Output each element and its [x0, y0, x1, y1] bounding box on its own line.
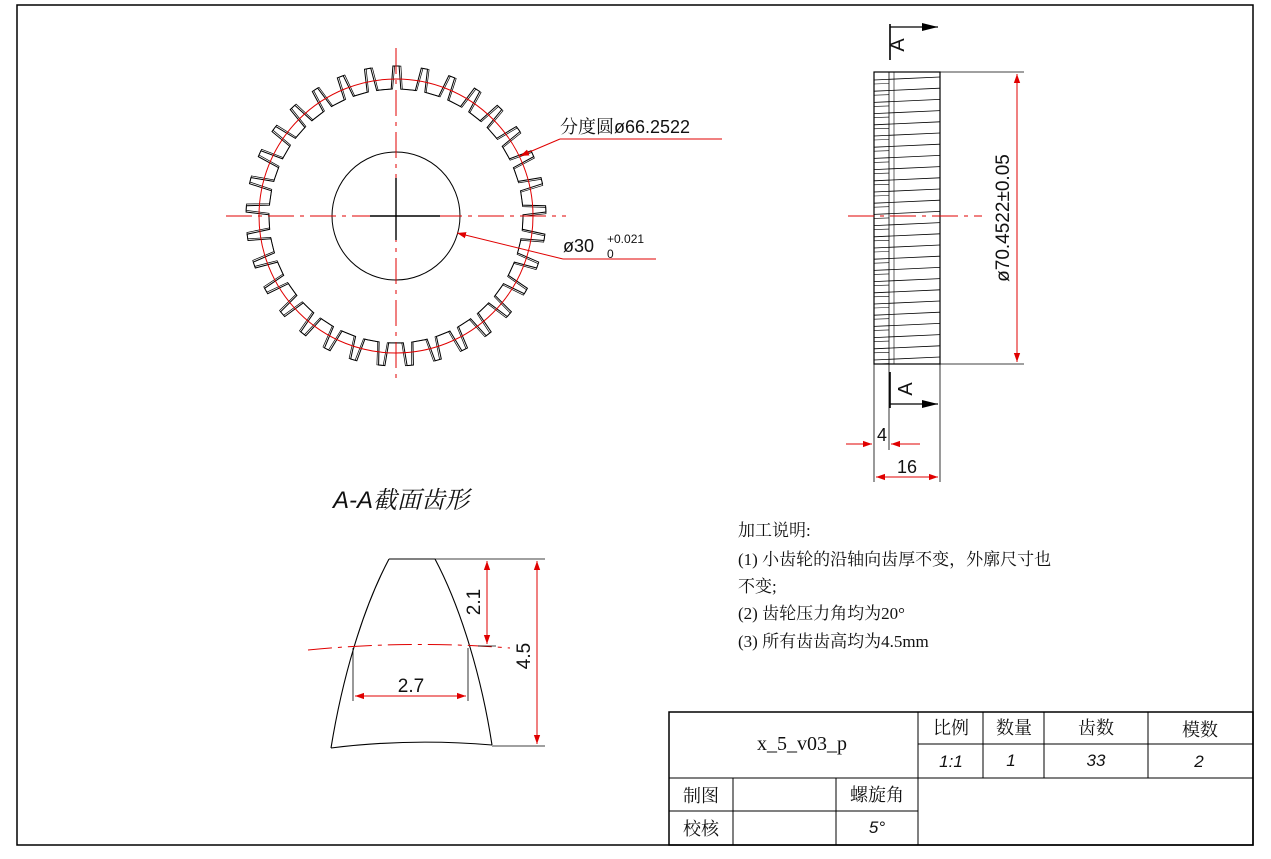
side-tooth-line: [874, 290, 940, 293]
side-tooth-root-line: [874, 128, 889, 129]
section-arrowhead-top: [922, 23, 938, 31]
bore-label: ø30: [563, 236, 595, 256]
section-pitch-line: [308, 644, 510, 650]
side-tooth-root-line: [874, 330, 889, 331]
notes-heading: 加工说明:: [738, 521, 811, 540]
dim-16-label: 16: [896, 457, 918, 477]
value-module: 2: [1194, 752, 1204, 771]
helix-label: 螺旋角: [850, 785, 904, 805]
side-tooth-line: [874, 223, 940, 226]
side-tooth-root-line: [874, 319, 889, 320]
side-tooth-root-line: [874, 240, 889, 241]
side-tooth-line: [874, 301, 940, 304]
side-tooth-root-line: [874, 252, 889, 253]
pitch-circle-label: 分度圆ø66.2522: [560, 117, 691, 137]
side-tooth-root-line: [874, 151, 889, 152]
header-quantity: 数量: [996, 718, 1032, 738]
section-title: A-A截面齿形: [333, 487, 470, 514]
drawn-label: 制图: [683, 786, 719, 806]
header-module: 模数: [1182, 720, 1218, 740]
side-tooth-root-line: [874, 84, 889, 85]
dim-2-1-label: 2.1: [464, 588, 485, 616]
pitch-leader: [520, 139, 560, 156]
side-tooth-root-line: [874, 173, 889, 174]
notes-line-3: (2) 齿轮压力角均为20°: [738, 604, 905, 623]
side-tooth-line: [874, 256, 940, 259]
helix-value: 5°: [868, 818, 886, 837]
machining-notes: [738, 521, 1051, 651]
side-tooth-lines: [874, 77, 940, 364]
side-tooth-line: [874, 111, 940, 114]
section-arrowhead-bottom: [922, 400, 938, 408]
side-tooth-line: [874, 133, 940, 136]
section-view: [308, 487, 545, 748]
section-mark-top: A: [887, 38, 909, 52]
value-teeth: 33: [1086, 751, 1106, 770]
side-tooth-root-line: [874, 106, 889, 107]
side-tooth-line: [874, 88, 940, 91]
side-tooth-line: [874, 144, 940, 147]
side-tooth-line: [874, 211, 940, 214]
bore-tolerance-lower: 0: [607, 247, 614, 261]
value-quantity: 1: [1006, 751, 1016, 770]
side-tooth-line: [874, 346, 940, 349]
tooth-profile-right: [435, 559, 492, 745]
notes-line-2: 不变;: [738, 577, 777, 596]
tooth-profile-left: [331, 559, 389, 748]
side-tooth-root-line: [874, 285, 889, 286]
bore-tolerance-upper: +0.021: [607, 232, 645, 246]
side-tooth-line: [874, 335, 940, 338]
side-tooth-root-line: [874, 352, 889, 353]
checked-label: 校核: [683, 819, 719, 839]
dim-2-7-label: 2.7: [397, 676, 425, 697]
side-tooth-root-line: [874, 229, 889, 230]
side-tooth-root-line: [874, 95, 889, 96]
side-tooth-line: [874, 279, 940, 282]
side-tooth-root-line: [874, 296, 889, 297]
value-scale: 1:1: [939, 752, 963, 771]
side-tooth-root-line: [874, 117, 889, 118]
side-tooth-line: [874, 99, 940, 102]
notes-line-1: (1) 小齿轮的沿轴向齿厚不变，外廓尺寸也: [738, 550, 1052, 569]
dim-4-label: 4: [877, 425, 888, 445]
side-tooth-line: [874, 155, 940, 158]
side-tooth-line: [874, 323, 940, 326]
side-tooth-root-line: [874, 341, 889, 342]
side-tooth-root-line: [874, 308, 889, 309]
side-tooth-root-line: [874, 218, 889, 219]
side-tooth-line: [874, 357, 940, 360]
side-tooth-line: [874, 200, 940, 203]
side-tooth-root-line: [874, 196, 889, 197]
part-name: x_5_v03_p: [757, 733, 847, 755]
side-tooth-root-line: [874, 184, 889, 185]
outer-diameter-label: ø70.4522±0.05: [993, 154, 1014, 282]
side-tooth-line: [874, 312, 940, 315]
side-tooth-line: [874, 122, 940, 125]
side-tooth-line: [874, 77, 940, 80]
section-mark-bottom: A: [895, 382, 917, 396]
side-tooth-line: [874, 189, 940, 192]
dim-4-5-label: 4.5: [514, 642, 535, 670]
side-tooth-root-line: [874, 140, 889, 141]
front-view: [226, 48, 722, 382]
header-scale: 比例: [933, 718, 969, 738]
tooth-root: [331, 742, 492, 748]
side-tooth-line: [874, 167, 940, 170]
side-tooth-root-line: [874, 274, 889, 275]
side-view: [846, 23, 1024, 482]
side-tooth-root-line: [874, 263, 889, 264]
side-tooth-line: [874, 267, 940, 270]
side-tooth-line: [874, 178, 940, 181]
bore-leader: [457, 233, 563, 259]
side-tooth-line: [874, 234, 940, 237]
notes-line-4: (3) 所有齿齿高均为4.5mm: [738, 632, 929, 651]
side-tooth-root-line: [874, 162, 889, 163]
header-teeth: 齿数: [1078, 718, 1114, 738]
side-tooth-line: [874, 245, 940, 248]
side-tooth-root-line: [874, 207, 889, 208]
